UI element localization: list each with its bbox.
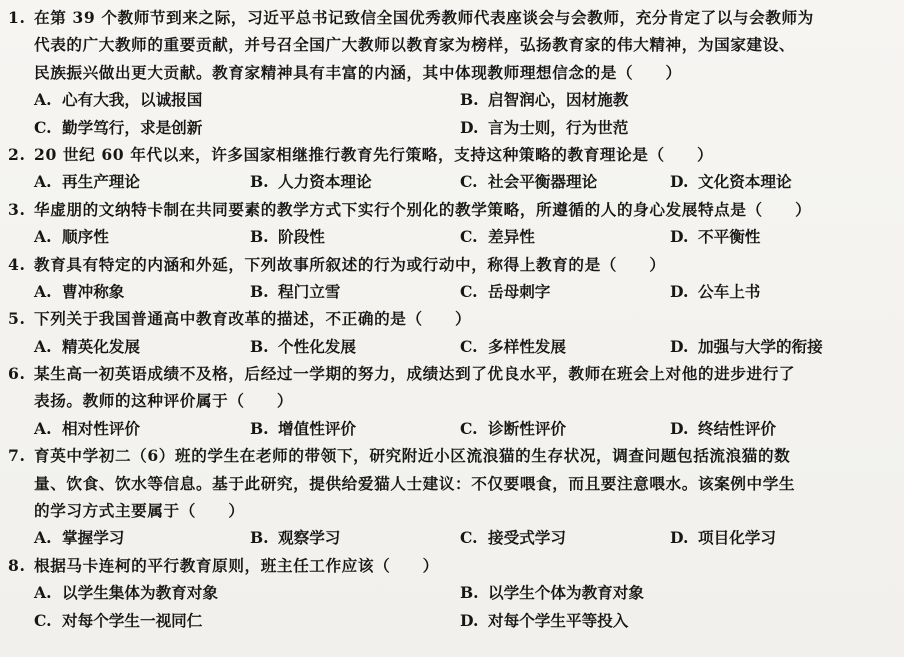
option-letter: A. (34, 281, 52, 301)
option-letter: A. (34, 583, 52, 603)
options-row (8, 168, 894, 195)
question-stem-line (8, 251, 894, 278)
options-row (8, 114, 894, 141)
option-text: 差异性 (488, 227, 535, 247)
option-a[interactable] (34, 223, 109, 250)
option-b[interactable] (460, 579, 644, 606)
option-letter: D. (670, 172, 689, 192)
question-5 (8, 305, 894, 360)
option-text: 阶段性 (278, 227, 325, 247)
question-stem-continuation: 表扬。教师的这种评价属于（ ） (34, 391, 294, 411)
question-number: 3. (8, 199, 26, 219)
option-letter: C. (460, 528, 478, 548)
option-text: 观察学习 (278, 528, 341, 548)
option-letter: C. (34, 117, 52, 137)
question-stem-continuation: 的学习方式主要属于（ ） (34, 501, 245, 521)
question-number: 8. (8, 555, 26, 575)
question-stem-continuation: 量、饮食、饮水等信息。基于此研究，提供给爱猫人士建议：不仅要喂食，而且要注意喂水。该案例中学生 (34, 473, 796, 493)
option-b[interactable] (250, 333, 356, 360)
question-3 (8, 196, 894, 251)
option-text: 再生产理论 (62, 172, 140, 192)
option-text: 文化资本理论 (698, 172, 792, 192)
question-stem-line (8, 552, 894, 579)
option-a[interactable] (34, 579, 218, 606)
option-letter: B. (250, 336, 269, 356)
option-letter: B. (250, 528, 269, 548)
question-list (8, 4, 894, 634)
option-letter: D. (670, 227, 689, 247)
option-c[interactable] (460, 278, 550, 305)
option-text: 岳母刺字 (488, 281, 551, 301)
question-number: 2. (8, 144, 26, 164)
option-letter: A. (34, 336, 52, 356)
question-number: 1. (8, 8, 26, 27)
question-stem-text: 华虚朋的文纳特卡制在共同要素的教学方式下实行个别化的教学策略，所遵循的人的身心发展特点是（ ） (34, 199, 812, 219)
option-d[interactable] (460, 607, 628, 634)
option-text: 勤学笃行，求是创新 (62, 117, 203, 137)
question-stem-line (8, 4, 894, 31)
options-row (8, 524, 894, 551)
option-b[interactable] (460, 86, 628, 113)
option-text: 精英化发展 (62, 336, 140, 356)
option-letter: B. (250, 227, 269, 247)
option-text: 项目化学习 (698, 528, 776, 548)
option-letter: D. (670, 336, 689, 356)
options-row (8, 607, 894, 634)
question-stem-continuation: 民族振兴做出更大贡献。教育家精神具有丰富的内涵，其中体现教师理想信念的是（ ） (34, 62, 682, 82)
question-8 (8, 552, 894, 634)
option-letter: D. (460, 117, 479, 137)
option-text: 相对性评价 (62, 418, 140, 438)
option-text: 加强与大学的衔接 (698, 336, 823, 356)
option-letter: B. (460, 90, 479, 110)
question-stem-line (8, 442, 894, 469)
option-letter: A. (34, 227, 52, 247)
option-b[interactable] (250, 524, 340, 551)
option-letter: D. (670, 418, 689, 438)
options-row (8, 415, 894, 442)
option-d[interactable] (670, 168, 792, 195)
option-letter: A. (34, 172, 52, 192)
question-7 (8, 442, 894, 552)
question-stem-text: 在第 39 个教师节到来之际，习近平总书记致信全国优秀教师代表座谈会与会教师，充分肯定了以与会教师为 (34, 8, 814, 27)
option-text: 曹冲称象 (62, 281, 125, 301)
question-stem-line (8, 196, 894, 223)
option-text: 以学生个体为教育对象 (488, 583, 644, 603)
question-number: 7. (8, 446, 26, 466)
question-stem-continuation: 代表的广大教师的重要贡献，并号召全国广大教师以教育家为榜样，弘扬教育家的伟大精神，为国家建设、 (34, 35, 796, 55)
option-text: 终结性评价 (698, 418, 776, 438)
option-d[interactable] (670, 333, 823, 360)
options-row (8, 86, 894, 113)
option-c[interactable] (34, 607, 202, 634)
question-2 (8, 141, 894, 196)
option-text: 人力资本理论 (278, 172, 372, 192)
option-letter: B. (460, 583, 479, 603)
option-letter: C. (460, 227, 478, 247)
option-text: 对每个学生平等投入 (488, 610, 629, 630)
option-a[interactable] (34, 333, 140, 360)
options-row (8, 223, 894, 250)
question-4 (8, 251, 894, 306)
option-c[interactable] (460, 415, 566, 442)
option-letter: C. (460, 281, 478, 301)
question-6 (8, 360, 894, 442)
option-text: 公车上书 (698, 281, 761, 301)
option-b[interactable] (250, 415, 356, 442)
question-stem-text: 教育具有特定的内涵和外延，下列故事所叙述的行为或行动中，称得上教育的是（ ） (34, 254, 666, 274)
option-letter: D. (670, 281, 689, 301)
question-stem-text: 育英中学初二（6）班的学生在老师的带领下，研究附近小区流浪猫的生存状况，调查问题包括流浪猫的数 (34, 446, 791, 466)
option-letter: D. (670, 528, 689, 548)
option-c[interactable] (460, 524, 566, 551)
option-b[interactable] (250, 278, 340, 305)
option-d[interactable] (670, 223, 760, 250)
question-stem-text: 20 世纪 60 年代以来，许多国家相继推行教育先行策略，支持这种策略的教育理论是（ ） (34, 144, 714, 164)
option-letter: C. (460, 336, 478, 356)
option-letter: B. (250, 418, 269, 438)
option-text: 个性化发展 (278, 336, 356, 356)
option-text: 对每个学生一视同仁 (62, 610, 203, 630)
option-text: 接受式学习 (488, 528, 566, 548)
option-b[interactable] (250, 168, 372, 195)
option-d[interactable] (670, 278, 760, 305)
question-number: 5. (8, 309, 26, 329)
options-row (8, 579, 894, 606)
option-c[interactable] (34, 114, 202, 141)
question-1 (8, 4, 894, 141)
option-text: 多样性发展 (488, 336, 566, 356)
option-a[interactable] (34, 524, 124, 551)
question-stem-text: 某生高一初英语成绩不及格，后经过一学期的努力，成绩达到了优良水平，教师在班会上对他的进步进行了 (34, 364, 796, 384)
option-a[interactable] (34, 415, 140, 442)
option-text: 诊断性评价 (488, 418, 566, 438)
option-letter: A. (34, 90, 52, 110)
question-stem-line (8, 360, 894, 387)
question-number: 4. (8, 254, 26, 274)
option-text: 心有大我，以诚报国 (62, 90, 203, 110)
option-letter: C. (34, 610, 52, 630)
option-c[interactable] (460, 223, 535, 250)
question-stem-text: 根据马卡连柯的平行教育原则，班主任工作应该（ ） (34, 555, 439, 575)
option-text: 社会平衡器理论 (488, 172, 598, 192)
option-c[interactable] (460, 168, 597, 195)
option-d[interactable] (460, 114, 628, 141)
option-d[interactable] (670, 524, 776, 551)
question-number: 6. (8, 364, 26, 384)
option-text: 掌握学习 (62, 528, 125, 548)
option-text: 启智润心，因材施教 (488, 90, 629, 110)
option-letter: C. (460, 418, 478, 438)
option-text: 言为士则，行为世范 (488, 117, 629, 137)
option-text: 顺序性 (62, 227, 109, 247)
option-letter: A. (34, 418, 52, 438)
options-row (8, 333, 894, 360)
option-text: 不平衡性 (698, 227, 761, 247)
option-letter: B. (250, 281, 269, 301)
option-text: 程门立雪 (278, 281, 341, 301)
question-stem-line (8, 305, 894, 332)
option-letter: D. (460, 610, 479, 630)
option-text: 以学生集体为教育对象 (62, 583, 218, 603)
question-stem-text: 下列关于我国普通高中教育改革的描述，不正确的是（ ） (34, 309, 472, 329)
options-row (8, 278, 894, 305)
option-letter: A. (34, 528, 52, 548)
question-stem-line (8, 141, 894, 168)
option-letter: B. (250, 172, 269, 192)
option-text: 增值性评价 (278, 418, 356, 438)
option-a[interactable] (34, 168, 140, 195)
option-b[interactable] (250, 223, 325, 250)
option-d[interactable] (670, 415, 776, 442)
option-letter: C. (460, 172, 478, 192)
option-a[interactable] (34, 278, 124, 305)
option-a[interactable] (34, 86, 202, 113)
option-c[interactable] (460, 333, 566, 360)
